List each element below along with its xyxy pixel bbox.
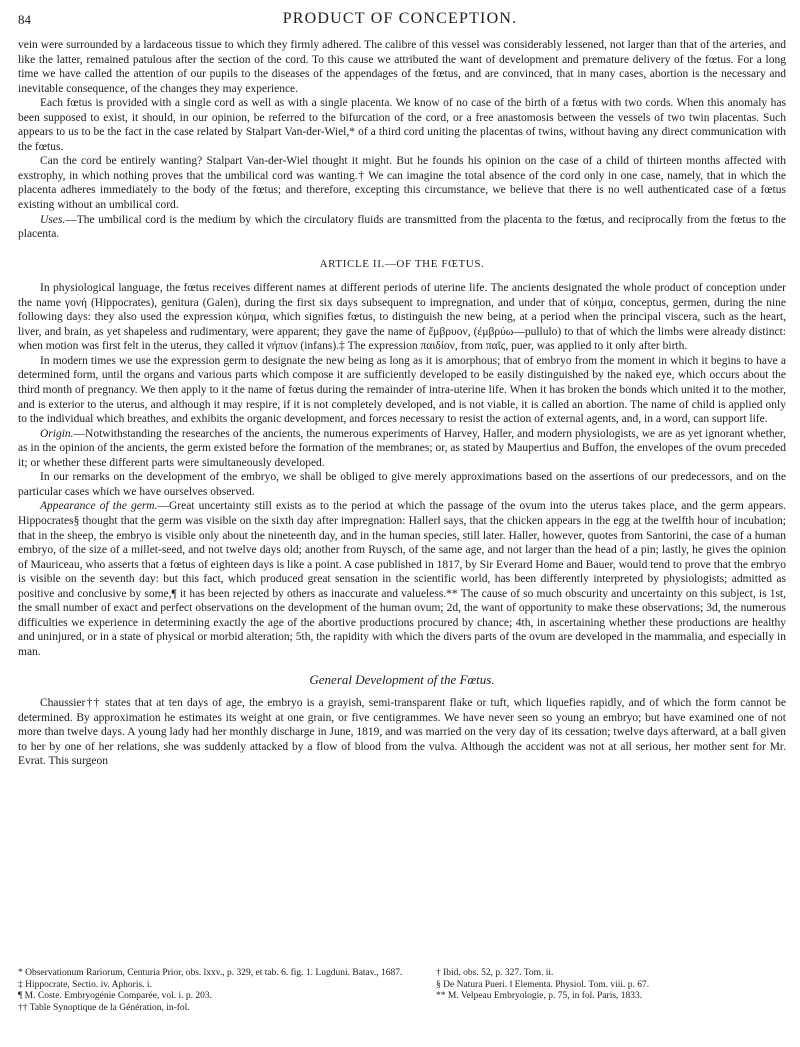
footnote: † Ibid. obs. 52, p. 327. Tom. ii. [436, 968, 554, 978]
footnote-row [18, 991, 786, 1003]
paragraph: Chaussier†† states that at ten days of age, the embryo is a grayish, semi-transparent flake or tuft, which liquefies rapidly, and of which the form cannot be determined. By approximation he estimates its weight at one grain, or five centigrammes. We have never seen so young an embryo; but have examined one of not more than twelve days. A young lady had her monthly discharge in June, 1819, and was married on the very day of its cessation; twelve days afterward, at a ball given to her by one of her relations, she was suddenly attacked by a flow of blood from the vulva. Although the accident was not at all serious, her mother sent for Mr. Evrat. This surgeon [18, 696, 786, 768]
paragraph: In physiological language, the fœtus receives different names at different periods of uterine life. The ancients designated the whole product of conception under the name γονή (Hippocrates), genitura (Galen), during the first six days subsequent to impregnation, and under that of κύημα, conceptus, germen, during the nine following days: they also used the expression κύημα, which signifies fœtus, to distinguish the new being, at a period when the principal viscera, such as the heart, liver, and brain, as yet shapeless and rudimentary, were apparent; they gave the name of ἔμβρυον, (ἐμβρύω—pullulo) to that of which the limbs were already distinct: when motion was first felt in the uterus, they called it νήπιον (infans).‡ The expression παιδίον, from παῖς, puer, was applied to it only after birth. [18, 282, 786, 353]
footnote-row [18, 968, 786, 980]
footnote [428, 1003, 786, 1015]
footnote: ‡ Hippocrate, Sectio. iv. Aphoris. i. [18, 979, 152, 990]
footnote: †† Table Synoptique de la Génération, in-fol. [18, 1002, 190, 1013]
footnote-row [18, 980, 786, 992]
page-number: 84 [18, 12, 31, 27]
footnote: ¶ M. Coste. Embryogénie Comparée, vol. i. p. 203. [18, 991, 213, 1002]
paragraph-text: —The umbilical cord is the medium by which the circulatory fluids are transmitted from the placenta to the fœtus, and reciprocally from the fœtus to the placenta. [18, 213, 786, 241]
article-heading: ARTICLE II.—OF THE FŒTUS. [319, 257, 485, 270]
page-header [18, 10, 782, 32]
footnote: ** M. Velpeau Embryologie, p. 75, in fol. Paris, 1833. [436, 991, 643, 1002]
paragraph [18, 213, 786, 242]
paragraph: Each fœtus is provided with a single cord as well as with a single placenta. We know of no case of the birth of a fœtus with two cords. When this anomaly has been supposed to exist, it should, in our opinion, be referred to the bifurcation of the cord, or a free anastomosis between the vessels of two twin placentas. Such appears to us to be the fact in the case related by Stalpart Van-der-Wiel,* of a third cord uniting the placentas of twins, without having any direct communication with the fœtus. [18, 97, 786, 153]
footnote: * Observationum Rariorum, Centuria Prior, obs. lxxv., p. 329, et tab. 6. fig. 1. Lugduni. Batav., 1687. [18, 968, 403, 978]
paragraph [18, 427, 786, 471]
page-body [18, 38, 786, 769]
paragraph-label: Origin. [40, 427, 74, 440]
footnote-row [18, 1003, 786, 1015]
paragraph: In our remarks on the development of the embryo, we shall be obliged to give merely approximations based on the assertions of our predecessors, and on the particular cases which we have ourselves observed. [18, 471, 786, 498]
paragraph: In modern times we use the expression germ to designate the new being as long as it is amorphous; that of embryo from the moment in which it begins to have a determined form, until the organs and various parts which compose it are sufficiently developed to be easily distinguished by the naked eye, which occurs about the third month of pregnancy. We then apply to it the name of fœtus during the remainder of intra-uterine life. When it has broken the bonds which united it to the mother, and is exterior to the uterus, and although it may respire, if it is not completely developed, and is not viable, it is called an abortion. The name of child is applied only to the individual which breathes, and exhibits the organic development, and forces necessary to resist the action of external agents, and, in a word, can support life. [18, 354, 786, 426]
paragraph: Can the cord be entirely wanting? Stalpart Van-der-Wiel thought it might. But he founds his opinion on the case of a child of thirteen months affected with exstrophy, in which nothing proves that the umbilical cord was wanting.† We can imagine the total absence of the cord only in one case, namely, that in which the placenta adheres immediately to the body of the fœtus; and therefore, excepting this circumstance, we believe that there is no well authenticated case of a fœtus existing without an umbilical cord. [18, 155, 786, 212]
paragraph-text: —Great uncertainty still exists as to the period at which the passage of the ovum into the uterus takes place, and the germ appears. Hippocrates§ thought that the germ was visible on the sixth day after impregnation: Haller‖ says, that the chicken appears in the egg at the twelfth hour of incubation; that in the sheep, the embryo is visible only about the nineteenth day, and in the human species, still later. Haller, however, quotes from Santorini, the case of a human embryo, of the size of a millet-seed, and not twelve days old; another from Ruysch, of the same age, and not larger than the head of a pin; lastly, he gives the opinion of Mauriceau, who asserts that a fœtus of eighteen days is like a point. A case published in 1817, by Sir Everard Home and Bauer, would tend to prove that the embryo is visible on the seventh day: but this fact, which produced great sensation in the scientific world, has been differently interpreted by physiologists; admitted as positive and conclusive by some,¶ it has been rejected by others as inaccurate and valueless.** The cause of so much obscurity and uncertainty on this subject, is 1st, the small number of exact and perfect observations on the development of the human ovum; 2d, the want of opportunity to make these observations; 3d, the numerous difficulties we experience in determining exactly the age of the abortive productions procured by chance; 4th, in ascertaining whether these productions are healthy and uninjured, or in a state of physical or morbid alteration; 5th, the rapidity with which the divers parts of the ovum are developed in the mammalia, and especially in man. [18, 500, 786, 658]
paragraph [18, 499, 786, 659]
footnote: § De Natura Pueri. ‖ Elementa. Physiol. Tom. viii. p. 67. [436, 979, 650, 990]
footnotes [18, 968, 786, 1014]
paragraph-label: Appearance of the germ. [40, 500, 158, 513]
section-heading: General Development of the Fœtus. [309, 672, 495, 688]
paragraph-label: Uses. [40, 213, 66, 226]
paragraph: vein were surrounded by a lardaceous tissue to which they firmly adhered. The calibre of this vessel was considerably lessened, not larger than that of the arteries, and like the latter, remained patulous after the section of the cord. To this cause we attributed the want of development and premature delivery of the fœtus. For a long time we have called the attention of our pupils to the diseases of the appendages of the fœtus, and are convinced, that in many cases, abortion is the necessary and inevitable consequence, of the changes they may experience. [18, 39, 786, 95]
running-title: PRODUCT OF CONCEPTION. [282, 10, 518, 27]
paragraph-text: —Notwithstanding the researches of the ancients, the numerous experiments of Harvey, Haller, and modern physiologists, we are as yet ignorant whether, as in the opinion of the ancients, the germ existed before the formation of the membranes; or, as stated by Maupertius and Buffon, the envelopes of the ovum preceded it; or whether these different parts were simultaneously developed. [18, 427, 786, 469]
